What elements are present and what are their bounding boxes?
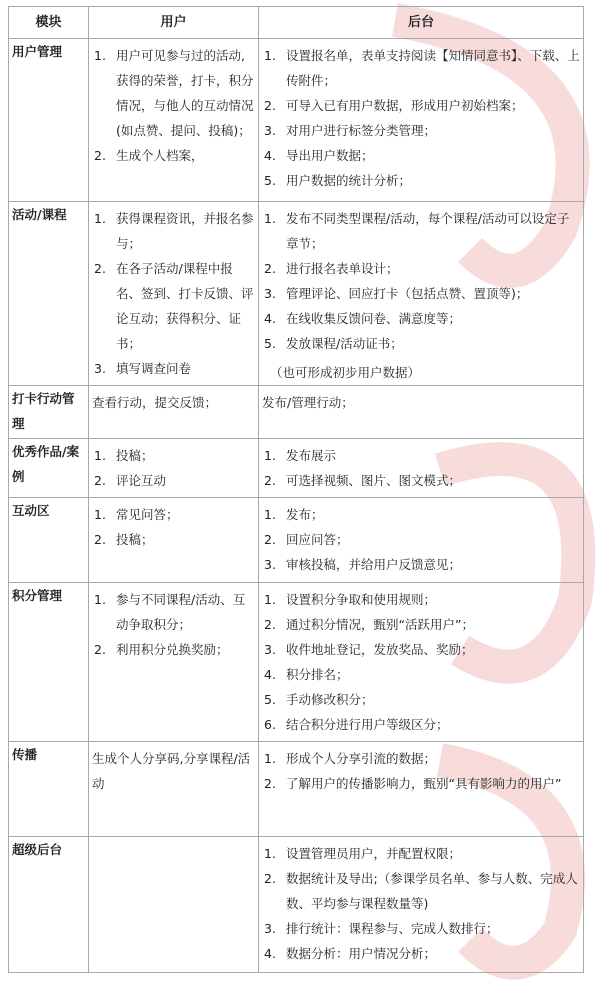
user-cell xyxy=(89,202,259,386)
item-text: 可选择视频、图片、图文模式； xyxy=(286,473,462,488)
item-text: 发布； xyxy=(286,507,324,522)
item-text: 发布展示 xyxy=(286,448,337,463)
item-number: 1. xyxy=(264,48,276,63)
list-item xyxy=(92,637,255,662)
header-backend: 后台 xyxy=(259,7,584,39)
item-number: 2. xyxy=(264,261,276,276)
item-number: 2. xyxy=(94,261,106,276)
table-row xyxy=(9,202,584,386)
header-user: 用户 xyxy=(89,7,259,39)
item-number: 2. xyxy=(264,98,276,113)
list-item xyxy=(92,502,255,527)
item-number: 1. xyxy=(264,846,276,861)
list-item xyxy=(92,468,255,493)
list-item xyxy=(92,206,255,256)
backend-cell xyxy=(259,439,584,498)
item-text: 投稿； xyxy=(116,448,154,463)
list-item xyxy=(262,281,580,306)
list-item xyxy=(92,43,255,143)
numbered-list xyxy=(262,502,580,577)
item-text: 对用户进行标签分类管理； xyxy=(286,123,437,138)
list-item xyxy=(92,587,255,637)
backend-cell xyxy=(259,583,584,742)
item-number: 4. xyxy=(264,946,276,961)
module-name: 积分管理 xyxy=(9,583,89,742)
item-text: 参与不同课程/活动、互动争取积分； xyxy=(116,592,246,632)
item-number: 4. xyxy=(264,311,276,326)
item-number: 2. xyxy=(264,473,276,488)
table-row xyxy=(9,498,584,583)
module-name: 优秀作品/案例 xyxy=(9,439,89,498)
item-number: 3. xyxy=(94,361,106,376)
item-text: 在各子活动/课程中报名、签到、打卡反馈、评论互动；获得积分、证书； xyxy=(116,261,254,351)
list-item xyxy=(262,841,580,866)
cell-note: （也可形成初步用户数据） xyxy=(270,365,421,380)
item-text: 了解用户的传播影响力，甄别“具有影响力的用户” xyxy=(286,776,562,791)
table-row xyxy=(9,583,584,742)
cell-text: 生成个人分享码,分享课程/活动 xyxy=(92,751,251,791)
module-name: 用户管理 xyxy=(9,39,89,202)
item-text: 积分排名； xyxy=(286,667,349,682)
item-text: 数据统计及导出;（参课学员名单、参与人数、完成人数、平均参与课程数量等) xyxy=(286,871,578,911)
list-item xyxy=(262,687,580,712)
list-item xyxy=(262,468,580,493)
item-text: 管理评论、回应打卡（包括点赞、置顶等)； xyxy=(286,286,529,301)
list-item xyxy=(262,306,580,331)
list-item xyxy=(262,771,580,796)
list-item xyxy=(92,256,255,356)
module-name: 传播 xyxy=(9,742,89,837)
table-row xyxy=(9,837,584,973)
item-number: 3. xyxy=(264,557,276,572)
feature-table xyxy=(8,6,584,973)
item-number: 2. xyxy=(264,871,276,886)
module-name: 打卡行动管理 xyxy=(9,386,89,439)
numbered-list xyxy=(92,206,255,381)
item-number: 1. xyxy=(94,507,106,522)
user-cell xyxy=(89,837,259,973)
item-number: 4. xyxy=(264,148,276,163)
item-text: 设置报名单，表单支持阅读【知情同意书】、下载、上传附件； xyxy=(286,48,580,88)
list-item xyxy=(262,43,580,93)
backend-cell xyxy=(259,202,584,386)
item-number: 2. xyxy=(264,532,276,547)
list-item xyxy=(92,356,255,381)
item-text: 投稿； xyxy=(116,532,154,547)
list-item xyxy=(262,941,580,966)
list-item xyxy=(262,612,580,637)
item-number: 3. xyxy=(264,123,276,138)
user-cell xyxy=(89,439,259,498)
item-number: 2. xyxy=(264,617,276,632)
backend-cell xyxy=(259,498,584,583)
table-row xyxy=(9,439,584,498)
item-number: 1. xyxy=(264,448,276,463)
list-item xyxy=(262,93,580,118)
item-text: 常见问答； xyxy=(116,507,179,522)
item-number: 6. xyxy=(264,717,276,732)
list-item xyxy=(262,168,580,193)
item-number: 2. xyxy=(94,532,106,547)
item-number: 2. xyxy=(94,473,106,488)
item-text: 审核投稿，并给用户反馈意见； xyxy=(286,557,462,572)
list-item xyxy=(92,443,255,468)
item-text: 排行统计：课程参与、完成人数排行； xyxy=(286,921,499,936)
item-text: 回应问答； xyxy=(286,532,349,547)
item-text: 形成个人分享引流的数据； xyxy=(286,751,437,766)
backend-cell xyxy=(259,39,584,202)
backend-cell xyxy=(259,837,584,973)
list-item xyxy=(262,206,580,256)
module-name: 活动/课程 xyxy=(9,202,89,386)
list-item xyxy=(262,587,580,612)
item-number: 5. xyxy=(264,692,276,707)
item-text: 发放课程/活动证书； xyxy=(286,336,403,351)
item-number: 3. xyxy=(264,286,276,301)
table-row xyxy=(9,39,584,202)
item-number: 2. xyxy=(94,148,106,163)
list-item xyxy=(262,746,580,771)
list-item xyxy=(92,527,255,552)
item-text: 数据分析：用户情况分析； xyxy=(286,946,437,961)
table-header-row xyxy=(9,7,584,39)
list-item xyxy=(262,552,580,577)
module-name: 互动区 xyxy=(9,498,89,583)
numbered-list xyxy=(92,443,255,493)
item-number: 1. xyxy=(264,211,276,226)
item-number: 1. xyxy=(264,507,276,522)
item-number: 2. xyxy=(94,642,106,657)
numbered-list xyxy=(262,443,580,493)
numbered-list xyxy=(92,502,255,552)
item-number: 1. xyxy=(264,751,276,766)
item-text: 发布不同类型课程/活动，每个课程/活动可以设定子章节； xyxy=(286,211,570,251)
item-number: 1. xyxy=(264,592,276,607)
list-item xyxy=(262,637,580,662)
user-cell xyxy=(89,583,259,742)
item-text: 可导入已有用户数据，形成用户初始档案； xyxy=(286,98,524,113)
item-number: 1. xyxy=(94,448,106,463)
item-text: 设置管理员用户，并配置权限； xyxy=(286,846,462,861)
item-number: 3. xyxy=(264,921,276,936)
numbered-list xyxy=(262,43,580,193)
list-item xyxy=(262,143,580,168)
item-number: 3. xyxy=(264,642,276,657)
user-cell xyxy=(89,39,259,202)
item-text: 利用积分兑换奖励； xyxy=(116,642,229,657)
list-item xyxy=(262,118,580,143)
user-cell xyxy=(89,742,259,837)
list-item xyxy=(262,662,580,687)
numbered-list xyxy=(262,746,580,796)
item-text: 结合积分进行用户等级区分； xyxy=(286,717,449,732)
list-item xyxy=(262,443,580,468)
item-text: 导出用户数据； xyxy=(286,148,374,163)
item-text: 收件地址登记，发放奖品、奖励； xyxy=(286,642,474,657)
module-name: 超级后台 xyxy=(9,837,89,973)
item-text: 生成个人档案， xyxy=(116,148,204,163)
item-text: 获得课程资讯，并报名参与； xyxy=(116,211,254,251)
list-item xyxy=(262,331,580,356)
table-row xyxy=(9,386,584,439)
item-text: 填写调查问卷 xyxy=(116,361,192,376)
list-item xyxy=(92,143,255,168)
list-item xyxy=(262,712,580,737)
item-number: 5. xyxy=(264,336,276,351)
list-item xyxy=(262,502,580,527)
header-module: 模块 xyxy=(9,7,89,39)
numbered-list xyxy=(92,43,255,168)
item-text: 用户数据的统计分析； xyxy=(286,173,412,188)
item-text: 进行报名表单设计； xyxy=(286,261,399,276)
cell-text: 查看行动，提交反馈； xyxy=(92,395,218,410)
item-number: 2. xyxy=(264,776,276,791)
table-row xyxy=(9,742,584,837)
item-number: 1. xyxy=(94,592,106,607)
item-text: 用户可见参与过的活动,获得的荣誉，打卡，积分情况，与他人的互动情况(如点赞、提问、投稿)； xyxy=(116,48,254,138)
list-item xyxy=(262,916,580,941)
numbered-list xyxy=(92,587,255,662)
item-text: 评论互动 xyxy=(116,473,167,488)
cell-text: 发布/管理行动； xyxy=(262,395,354,410)
list-item xyxy=(262,527,580,552)
backend-cell xyxy=(259,742,584,837)
list-item xyxy=(262,866,580,916)
item-number: 1. xyxy=(94,211,106,226)
item-text: 通过积分情况，甄别“活跃用户”； xyxy=(286,617,474,632)
list-item xyxy=(262,256,580,281)
item-number: 5. xyxy=(264,173,276,188)
numbered-list xyxy=(262,206,580,356)
user-cell xyxy=(89,498,259,583)
backend-cell xyxy=(259,386,584,439)
user-cell xyxy=(89,386,259,439)
item-text: 在线收集反馈问卷、满意度等； xyxy=(286,311,462,326)
item-number: 4. xyxy=(264,667,276,682)
numbered-list xyxy=(262,841,580,966)
item-number: 1. xyxy=(94,48,106,63)
item-text: 设置积分争取和使用规则； xyxy=(286,592,437,607)
item-text: 手动修改积分； xyxy=(286,692,374,707)
numbered-list xyxy=(262,587,580,737)
